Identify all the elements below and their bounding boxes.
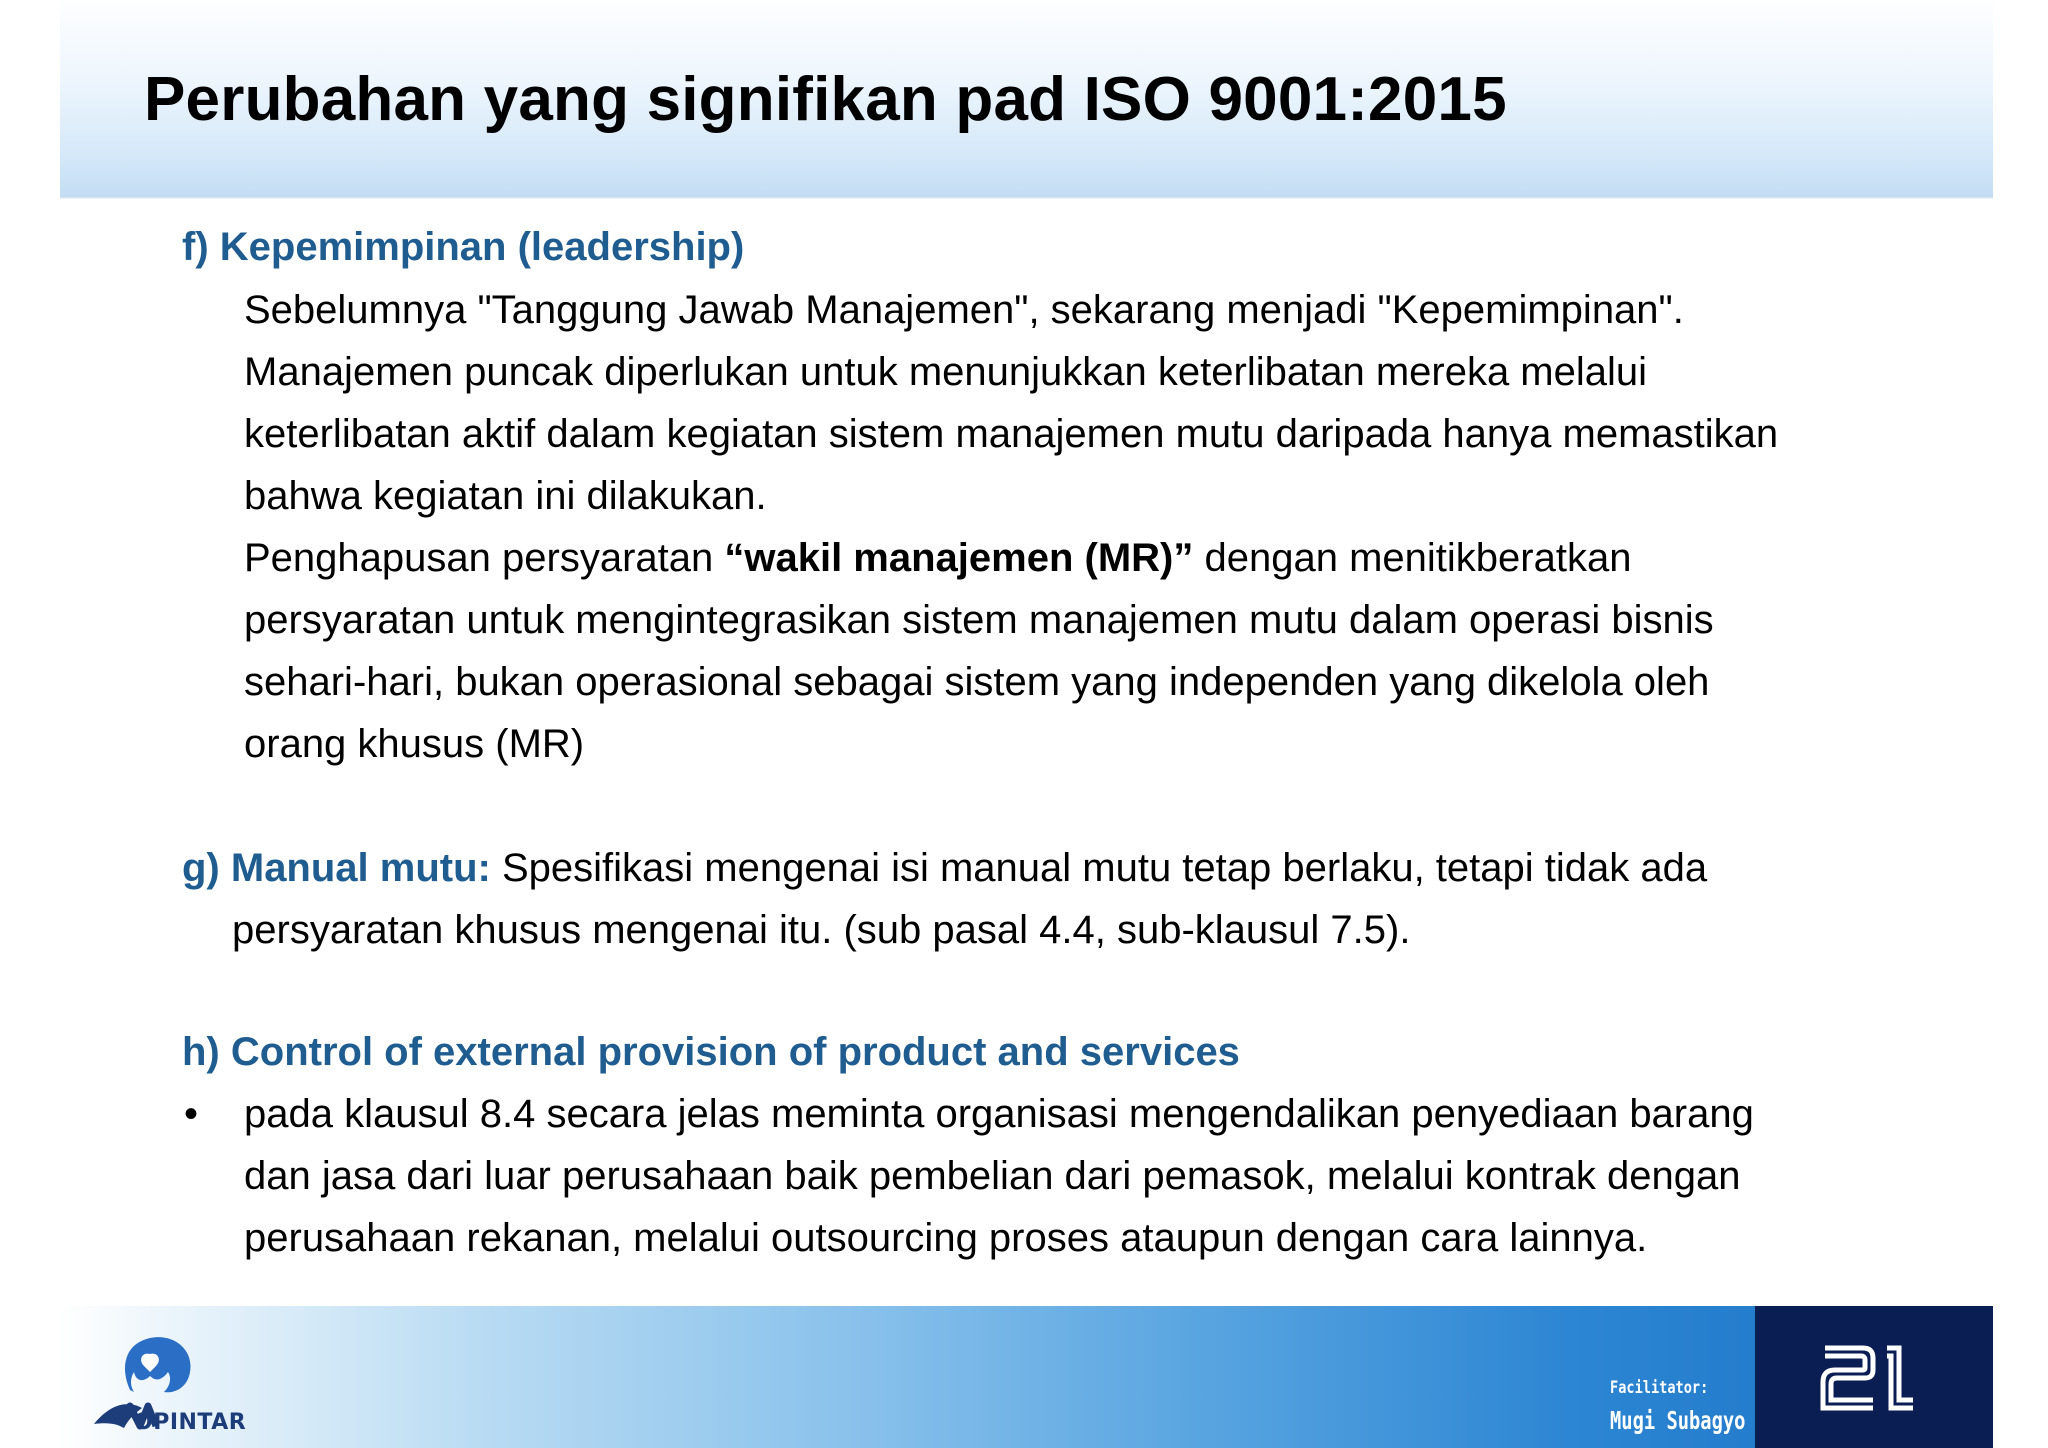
section-h-line-3: perusahaan rekanan, melalui outsourcing proses ataupun dengan cara lainnya. <box>244 1216 1648 1260</box>
section-h-heading: h) Control of external provision of product and services <box>182 1030 1240 1074</box>
mr-suffix: dengan menitikberatkan <box>1193 536 1632 580</box>
section-f-line-4: bahwa kegiatan ini dilakukan. <box>244 474 767 518</box>
section-f-heading: f) Kepemimpinan (leadership) <box>182 225 745 269</box>
bullet-marker: • <box>184 1092 199 1136</box>
section-f-line-7: sehari-hari, bukan operasional sebagai sistem yang independen yang dikelola oleh <box>244 660 1710 704</box>
section-f-line-8: orang khusus (MR) <box>244 722 585 766</box>
section-f-line-2: Manajemen puncak diperlukan untuk menunjukkan keterlibatan mereka melalui <box>244 350 1648 394</box>
section-g-line-2: persyaratan khusus mengenai itu. (sub pasal 4.4, sub-klausul 7.5). <box>232 908 1411 952</box>
slide <box>60 0 1993 1448</box>
opintar-logo <box>90 1328 260 1440</box>
section-g-heading: g) Manual mutu: <box>182 846 491 890</box>
emblem-21-icon <box>1819 1340 1919 1412</box>
section-f-line-6: persyaratan untuk mengintegrasikan sistem manajemen mutu dalam operasi bisnis <box>244 598 1714 642</box>
section-f-line-1: Sebelumnya "Tanggung Jawab Manajemen", sekarang menjadi "Kepemimpinan". <box>244 288 1684 332</box>
header-band <box>60 0 1993 196</box>
section-f-mr-line <box>244 536 1631 581</box>
section-g-text-1: Spesifikasi mengenai isi manual mutu tetap berlaku, tetapi tidak ada <box>490 846 1708 890</box>
facilitator-label: Facilitator: <box>1610 1378 1709 1398</box>
section-g-line-1 <box>182 846 1707 891</box>
mr-prefix: Penghapusan persyaratan <box>244 536 725 580</box>
facilitator-name: Mugi Subagyo <box>1610 1406 1746 1435</box>
section-h-line-2: dan jasa dari luar perusahaan baik pembelian dari pemasok, melalui kontrak dengan <box>244 1154 1741 1198</box>
mr-bold-term: “wakil manajemen (MR)” <box>724 536 1194 580</box>
slide-title: Perubahan yang signifikan pad ISO 9001:2015 <box>144 65 1507 134</box>
logo-text: OPINTAR <box>134 1410 247 1435</box>
section-h-line-1: pada klausul 8.4 secara jelas meminta organisasi mengendalikan penyediaan barang <box>244 1092 1754 1136</box>
footer-band <box>60 1306 1993 1448</box>
section-f-line-3: keterlibatan aktif dalam kegiatan sistem manajemen mutu daripada hanya memastikan <box>244 412 1779 456</box>
footer-dark-panel <box>1755 1306 1993 1448</box>
